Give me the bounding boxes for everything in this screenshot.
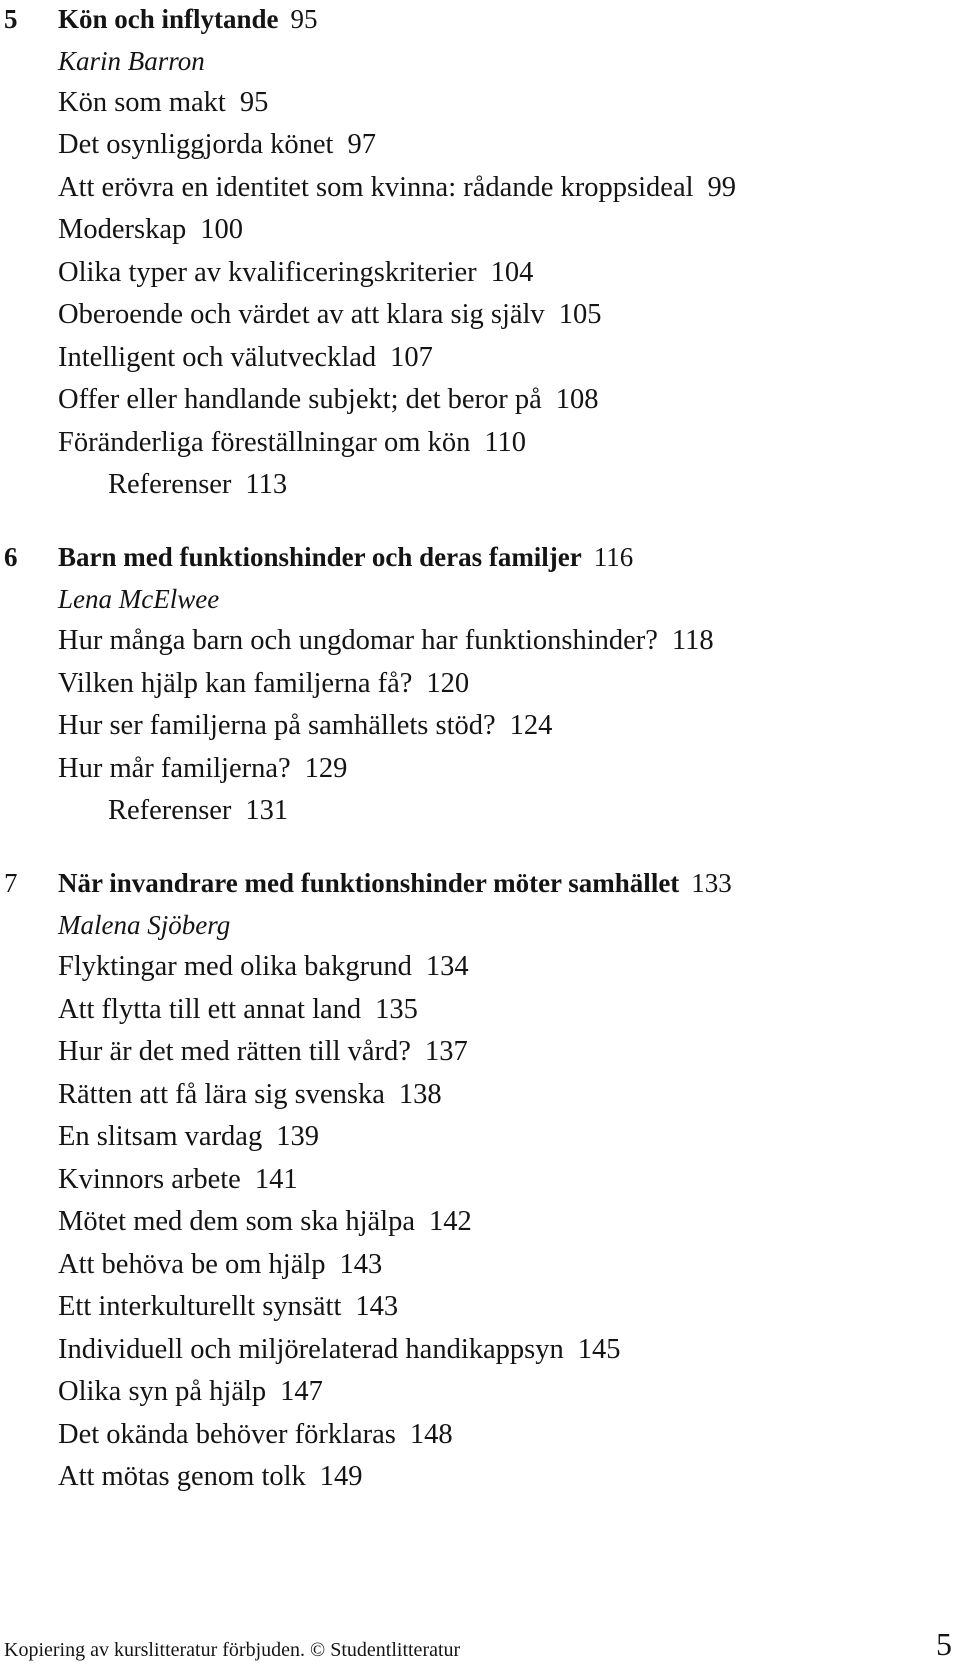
- toc-entry-title: Att behöva be om hjälp: [58, 1249, 326, 1280]
- toc-entry-page: 95: [239, 87, 269, 118]
- toc-entry-page: 147: [280, 1376, 323, 1407]
- toc-entry-title: Hur är det med rätten till vård?: [58, 1036, 411, 1067]
- toc-entry: [58, 174, 736, 203]
- toc-entry-title: Föränderliga föreställningar om kön: [58, 427, 471, 458]
- toc-entry-page: 143: [339, 1249, 383, 1280]
- toc-entry-page: 138: [398, 1079, 442, 1110]
- toc-entry: [58, 1208, 472, 1237]
- toc-entry-page: 120: [426, 668, 470, 699]
- toc-entry-title: Mötet med dem som ska hjälpa: [58, 1206, 415, 1237]
- toc-entry: [58, 89, 268, 118]
- copyright-footer: Kopiering av kurslitteratur förbjuden. © Studentlitteratur: [4, 1639, 461, 1661]
- toc-entry: [58, 1251, 382, 1280]
- toc-entry: [58, 1038, 468, 1067]
- references-label: Referenser: [108, 469, 232, 500]
- toc-entry-title: Offer eller handlande subjekt; det beror på: [58, 384, 542, 415]
- toc-entry-page: 142: [428, 1206, 472, 1237]
- toc-entry: [58, 1123, 319, 1152]
- toc-entry: [58, 1293, 398, 1322]
- chapter-title: Kön och inflytande: [58, 4, 279, 34]
- chapter-page: 133: [691, 868, 732, 898]
- toc-entry-title: Att flytta till ett annat land: [58, 994, 362, 1025]
- chapter-heading: [58, 6, 318, 33]
- toc-entry: [58, 429, 526, 458]
- toc-entry-title: Individuell och miljörelaterad handikappsyn: [58, 1334, 564, 1365]
- toc-entry: [58, 216, 243, 245]
- toc-entry-page: 99: [707, 172, 737, 203]
- toc-entry-page: 108: [555, 384, 599, 415]
- toc-entry-title: Rätten att få lära sig svenska: [58, 1079, 385, 1110]
- references-label: Referenser: [108, 795, 232, 826]
- toc-entry: [58, 953, 469, 982]
- toc-entry: [58, 386, 599, 415]
- toc-entry-title: Hur ser familjerna på samhällets stöd?: [58, 710, 496, 741]
- toc-entry-page: 107: [390, 342, 433, 373]
- toc-entry-title: Det okända behöver förklaras: [58, 1419, 396, 1450]
- chapter-number: 7: [4, 868, 18, 898]
- chapter-heading: [58, 870, 732, 897]
- toc-entry: [58, 1421, 453, 1450]
- references-page: 113: [245, 469, 288, 500]
- toc-entry-page: 100: [200, 214, 243, 245]
- toc-entry: [58, 344, 433, 373]
- toc-entry: [58, 131, 376, 160]
- page-number: 5: [936, 1626, 952, 1662]
- toc-entry: [58, 1378, 323, 1407]
- toc-entry-page: 129: [304, 753, 348, 784]
- toc-entry: [58, 1463, 363, 1492]
- toc-entry: [58, 1166, 298, 1195]
- toc-entry-title: Att mötas genom tolk: [58, 1461, 306, 1492]
- toc-entry: [58, 755, 347, 784]
- toc-entry-title: Olika syn på hjälp: [58, 1376, 267, 1407]
- toc-entry: [58, 259, 533, 288]
- chapter-author: Lena McElwee: [58, 584, 220, 614]
- toc-entry-page: 105: [558, 299, 602, 330]
- toc-entry-title: Det osynliggjorda könet: [58, 129, 334, 160]
- toc-entry-page: 134: [425, 951, 469, 982]
- toc-entry: [58, 1081, 442, 1110]
- chapter-number: 6: [4, 542, 18, 572]
- toc-entry: [58, 1336, 621, 1365]
- toc-entry-title: En slitsam vardag: [58, 1121, 263, 1152]
- toc-entry-title: Hur mår familjerna?: [58, 753, 291, 784]
- toc-entry-title: Hur många barn och ungdomar har funktionshinder?: [58, 625, 658, 656]
- toc-entry-page: 149: [319, 1461, 363, 1492]
- toc-entry-title: Oberoende och värdet av att klara sig själv: [58, 299, 545, 330]
- toc-entry-page: 143: [355, 1291, 399, 1322]
- toc-entry-title: Olika typer av kvalificeringskriterier: [58, 257, 477, 288]
- toc-entry: [58, 670, 469, 699]
- chapter-author: Malena Sjöberg: [58, 910, 231, 940]
- chapter-author: Karin Barron: [58, 46, 205, 76]
- toc-entry-title: Att erövra en identitet som kvinna: rådande kroppsideal: [58, 172, 694, 203]
- chapter-heading: [58, 544, 633, 571]
- toc-entry-title: Ett interkulturellt synsätt: [58, 1291, 342, 1322]
- chapter-page: 116: [593, 542, 634, 572]
- toc-entry-title: Kön som makt: [58, 87, 226, 118]
- references-page: 131: [245, 795, 289, 826]
- references-entry: [108, 471, 287, 500]
- toc-entry: [58, 301, 601, 330]
- toc-entry-page: 104: [490, 257, 534, 288]
- toc-entry-page: 148: [409, 1419, 453, 1450]
- toc-entry-title: Intelligent och välutvecklad: [58, 342, 377, 373]
- toc-entry: [58, 996, 418, 1025]
- chapter-title: Barn med funktionshinder och deras familjer: [58, 542, 582, 572]
- toc-entry-page: 139: [276, 1121, 319, 1152]
- toc-entry-title: Moderskap: [58, 214, 187, 245]
- chapter-page: 95: [290, 4, 318, 34]
- toc-entry-page: 135: [375, 994, 418, 1025]
- toc-entry-page: 141: [254, 1164, 298, 1195]
- toc-entry-page: 124: [509, 710, 553, 741]
- toc-entry-page: 97: [347, 129, 376, 160]
- toc-entry: [58, 712, 552, 741]
- toc-entry-page: 145: [577, 1334, 621, 1365]
- toc-entry-title: Vilken hjälp kan familjerna få?: [58, 668, 413, 699]
- toc-entry-title: Flyktingar med olika bakgrund: [58, 951, 412, 982]
- toc-entry-page: 118: [671, 625, 714, 656]
- toc-entry-title: Kvinnors arbete: [58, 1164, 241, 1195]
- toc-entry-page: 110: [484, 427, 527, 458]
- chapter-title: När invandrare med funktionshinder möter samhället: [58, 868, 680, 898]
- toc-entry: [58, 627, 714, 656]
- toc-entry-page: 137: [424, 1036, 468, 1067]
- references-entry: [108, 797, 288, 826]
- chapter-number: 5: [4, 4, 18, 34]
